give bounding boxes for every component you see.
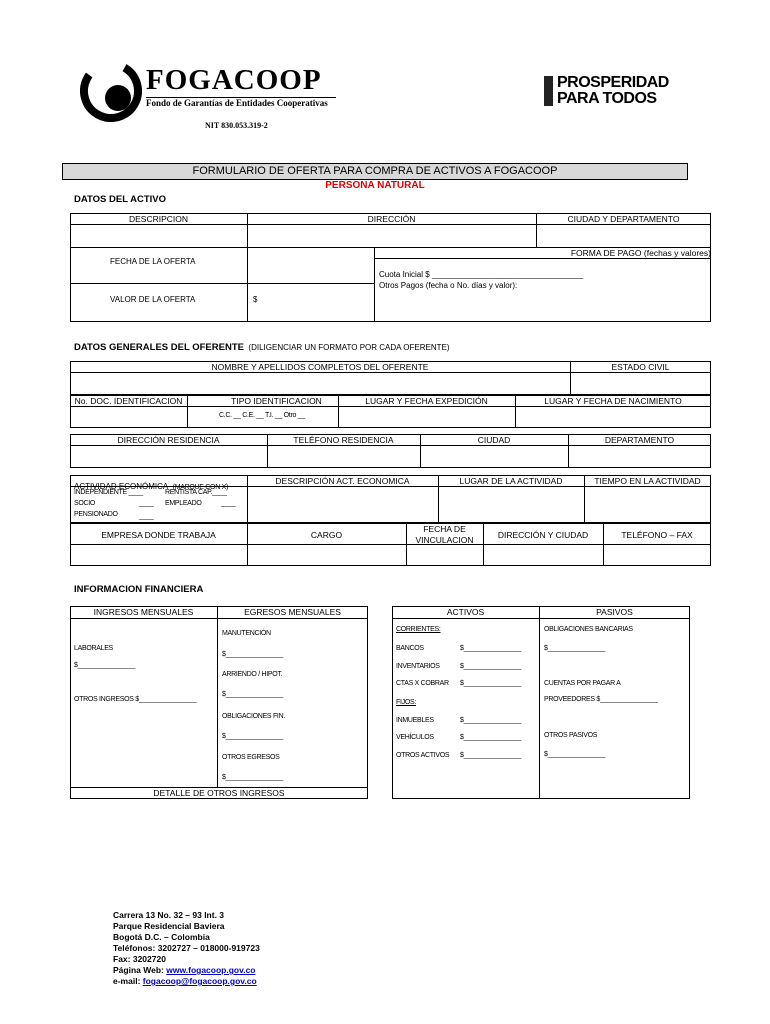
input-fecha-vinculacion[interactable] xyxy=(407,545,482,565)
input-bancos[interactable]: $________________ xyxy=(460,645,522,652)
valor-dollar: $ xyxy=(253,295,258,304)
label-empresa: EMPRESA DONDE TRABAJA xyxy=(101,530,216,540)
input-arriendo[interactable]: $________________ xyxy=(222,691,284,698)
label-arriendo: ARRIENDO / HIPOT. xyxy=(222,671,283,678)
input-manutencion[interactable]: $________________ xyxy=(222,651,284,658)
fogacoop-emblem-icon xyxy=(80,60,142,122)
footer-fax: Fax: 3202720 xyxy=(113,954,166,964)
section-oferente-title: DATOS GENERALES DEL OFERENTE xyxy=(74,342,244,353)
footer-web-label: Página Web: xyxy=(113,965,164,975)
input-descripcion-act[interactable] xyxy=(248,487,437,522)
footer-email-row xyxy=(113,976,260,987)
logo-name: FOGACOOP xyxy=(146,64,322,96)
label-fecha-vinculacion-2: VINCULACION xyxy=(415,535,474,545)
label-otros-pasivos: OTROS PASIVOS xyxy=(544,732,598,739)
input-direccion-residencia[interactable] xyxy=(71,446,266,467)
input-telefono-fax[interactable] xyxy=(604,545,710,565)
input-empresa[interactable] xyxy=(71,545,246,565)
logo-subtitle: Fondo de Garantías de Entidades Cooperativas xyxy=(146,98,328,108)
input-departamento[interactable] xyxy=(569,446,710,467)
label-direccion-ciudad: DIRECCIÓN Y CIUDAD xyxy=(497,530,589,540)
label-otros-activos: OTROS ACTIVOS xyxy=(396,752,450,759)
input-fecha-oferta[interactable] xyxy=(248,248,373,282)
label-oblig-bancarias: OBLIGACIONES BANCARIAS xyxy=(544,626,633,633)
label-inmuebles: INMUEBLES xyxy=(396,717,434,724)
form-title: FORMULARIO DE OFERTA PARA COMPRA DE ACTIVOS A FOGACOOP xyxy=(192,165,558,177)
input-lugar-nacimiento[interactable] xyxy=(516,407,710,427)
input-otros-ingresos[interactable]: OTROS INGRESOS $________________ xyxy=(74,696,197,703)
label-ctas-cobrar: CTAS X COBRAR xyxy=(396,680,449,687)
option-rentista[interactable]: RENTISTA CAP.____ xyxy=(165,489,227,496)
footer-contact xyxy=(113,910,260,987)
input-telefono-residencia[interactable] xyxy=(268,446,419,467)
col-descripcion: DESCRIPCION xyxy=(128,214,189,224)
col-direccion: DIRECCIÓN xyxy=(367,214,416,224)
footer-web-row xyxy=(113,965,260,976)
form-title-bar xyxy=(62,163,688,180)
input-inventarios[interactable]: $________________ xyxy=(460,663,522,670)
input-otros-activos[interactable]: $________________ xyxy=(460,752,522,759)
input-tiempo-actividad[interactable] xyxy=(585,487,710,522)
label-fecha-vinculacion-1: FECHA DE xyxy=(423,524,466,534)
label-forma-pago: FORMA DE PAGO (fechas y valores) xyxy=(570,248,711,258)
option-independiente[interactable]: INDEPENDIENTE ____ xyxy=(74,489,143,496)
label-departamento: DEPARTAMENTO xyxy=(604,435,675,445)
label-estado-civil: ESTADO CIVIL xyxy=(611,362,670,372)
footer-email-label: e-mail: xyxy=(113,976,141,986)
label-fecha-oferta: FECHA DE LA OFERTA xyxy=(110,257,196,266)
option-pensionado-blank[interactable]: ____ xyxy=(139,513,154,520)
fogacoop-logo xyxy=(80,60,350,122)
input-vehiculos[interactable]: $________________ xyxy=(460,734,522,741)
footer-residencial: Parque Residencial Baviera xyxy=(113,921,225,931)
label-valor-oferta: VALOR DE LA OFERTA xyxy=(110,295,196,304)
section-oferente-note: (DILIGENCIAR UN FORMATO POR CADA OFERENTE) xyxy=(248,343,450,352)
label-bancos: BANCOS xyxy=(396,645,424,652)
label-lugar-nacimiento: LUGAR Y FECHA DE NACIMIENTO xyxy=(544,396,682,406)
input-proveedores[interactable]: PROVEEDORES $________________ xyxy=(544,696,658,703)
section-financiera: INFORMACION FINANCIERA xyxy=(74,584,204,595)
label-corrientes: CORRIENTES: xyxy=(396,626,441,633)
label-direccion-residencia: DIRECCIÓN RESIDENCIA xyxy=(117,435,220,445)
input-inmuebles[interactable]: $________________ xyxy=(460,717,522,724)
input-cargo[interactable] xyxy=(248,545,405,565)
label-cuentas-pagar: CUENTAS POR PAGAR A xyxy=(544,680,621,687)
col-ciudad-departamento: CIUDAD Y DEPARTAMENTO xyxy=(567,214,680,224)
label-otros-egresos: OTROS EGRESOS xyxy=(222,754,280,761)
right-logo-line1: PROSPERIDAD xyxy=(557,74,669,91)
label-nombre-completo: NOMBRE Y APELLIDOS COMPLETOS DEL OFERENTE xyxy=(211,362,429,372)
input-otros-pasivos[interactable]: $________________ xyxy=(544,751,606,758)
label-laborales: LABORALES xyxy=(74,645,113,652)
label-detalle-otros-ingresos: DETALLE DE OTROS INGRESOS xyxy=(153,788,285,798)
label-cuota-inicial[interactable]: Cuota Inicial $ __________________________________ xyxy=(379,270,584,279)
option-empleado[interactable]: EMPLEADO xyxy=(165,500,202,507)
input-ctas-cobrar[interactable]: $________________ xyxy=(460,680,522,687)
option-socio-blank[interactable]: ____ xyxy=(139,500,154,507)
label-lugar-expedicion: LUGAR Y FECHA EXPEDICIÓN xyxy=(365,396,488,406)
label-telefono-residencia: TELÉFONO RESIDENCIA xyxy=(293,435,394,445)
right-logo-line2: PARA TODOS xyxy=(557,90,657,107)
input-direccion-ciudad[interactable] xyxy=(484,545,602,565)
input-obligaciones-fin[interactable]: $________________ xyxy=(222,733,284,740)
form-subtitle: PERSONA NATURAL xyxy=(325,180,425,191)
label-ingresos: INGRESOS MENSUALES xyxy=(93,607,194,617)
option-socio[interactable]: SOCIO xyxy=(74,500,96,507)
label-telefono-fax: TELÉFONO – FAX xyxy=(621,530,693,540)
input-nombre-completo[interactable] xyxy=(71,373,569,394)
prosperidad-flag-icon xyxy=(544,76,553,106)
input-estado-civil[interactable] xyxy=(571,373,710,394)
label-vehiculos: VEHÍCULOS xyxy=(396,734,434,741)
tipo-id-options[interactable]: C.C. __ C.E. __ T.I. __ Otro __ xyxy=(219,412,305,419)
label-egresos: EGRESOS MENSUALES xyxy=(244,607,341,617)
input-ciudad[interactable] xyxy=(421,446,567,467)
footer-phones: Teléfonos: 3202727 – 018000-919723 xyxy=(113,943,260,953)
label-actividad-title: ACTIVIDAD ECONÓMICA xyxy=(74,482,169,491)
footer-email-link[interactable]: fogacoop@fogacoop.gov.co xyxy=(142,976,257,986)
label-cargo: CARGO xyxy=(310,530,343,540)
label-descripcion-act: DESCRIPCIÓN ACT. ECONOMICA xyxy=(275,476,410,486)
label-no-doc: No. DOC. IDENTIFICACION xyxy=(74,396,183,406)
input-lugar-expedicion[interactable] xyxy=(339,407,514,427)
option-empleado-blank[interactable]: ____ xyxy=(221,500,236,507)
footer-web-link[interactable]: www.fogacoop.gov.co xyxy=(166,965,256,975)
label-activos: ACTIVOS xyxy=(446,607,485,617)
input-no-doc[interactable] xyxy=(71,407,186,427)
label-tipo-id: TIPO IDENTIFICACION xyxy=(231,396,322,406)
input-laborales[interactable]: $________________ xyxy=(74,662,136,669)
input-direccion-activo[interactable] xyxy=(248,226,535,246)
nit: NIT 830.053.319-2 xyxy=(205,121,268,130)
label-tiempo-actividad: TIEMPO EN LA ACTIVIDAD xyxy=(594,476,701,486)
footer-city: Bogotá D.C. – Colombia xyxy=(113,932,210,942)
label-otros-pagos[interactable]: Otros Pagos (fecha o No. días y valor): xyxy=(379,281,518,290)
section-datos-activo: DATOS DEL ACTIVO xyxy=(74,194,167,205)
section-oferente xyxy=(74,337,449,355)
prosperidad-logo xyxy=(544,76,684,110)
label-lugar-actividad: LUGAR DE LA ACTIVIDAD xyxy=(459,476,563,486)
input-valor-oferta[interactable] xyxy=(262,284,373,321)
label-ciudad: CIUDAD xyxy=(477,435,511,445)
label-pasivos: PASIVOS xyxy=(596,607,633,617)
label-actividad-note: (MARQUE CON X) xyxy=(172,484,228,491)
label-obligaciones-fin: OBLIGACIONES FIN. xyxy=(222,713,285,720)
input-ciudad-activo[interactable] xyxy=(537,226,710,246)
label-manutencion: MANUTENCIÓN xyxy=(222,630,271,637)
footer-address: Carrera 13 No. 32 – 93 Int. 3 xyxy=(113,910,225,920)
label-inventarios: INVENTARIOS xyxy=(396,663,440,670)
input-lugar-actividad[interactable] xyxy=(439,487,583,522)
option-pensionado[interactable]: PENSIONADO xyxy=(74,511,118,518)
input-oblig-bancarias[interactable]: $________________ xyxy=(544,645,606,652)
input-otros-egresos[interactable]: $________________ xyxy=(222,774,284,781)
input-descripcion-activo[interactable] xyxy=(71,226,246,246)
label-fijos: FIJOS: xyxy=(396,699,416,706)
